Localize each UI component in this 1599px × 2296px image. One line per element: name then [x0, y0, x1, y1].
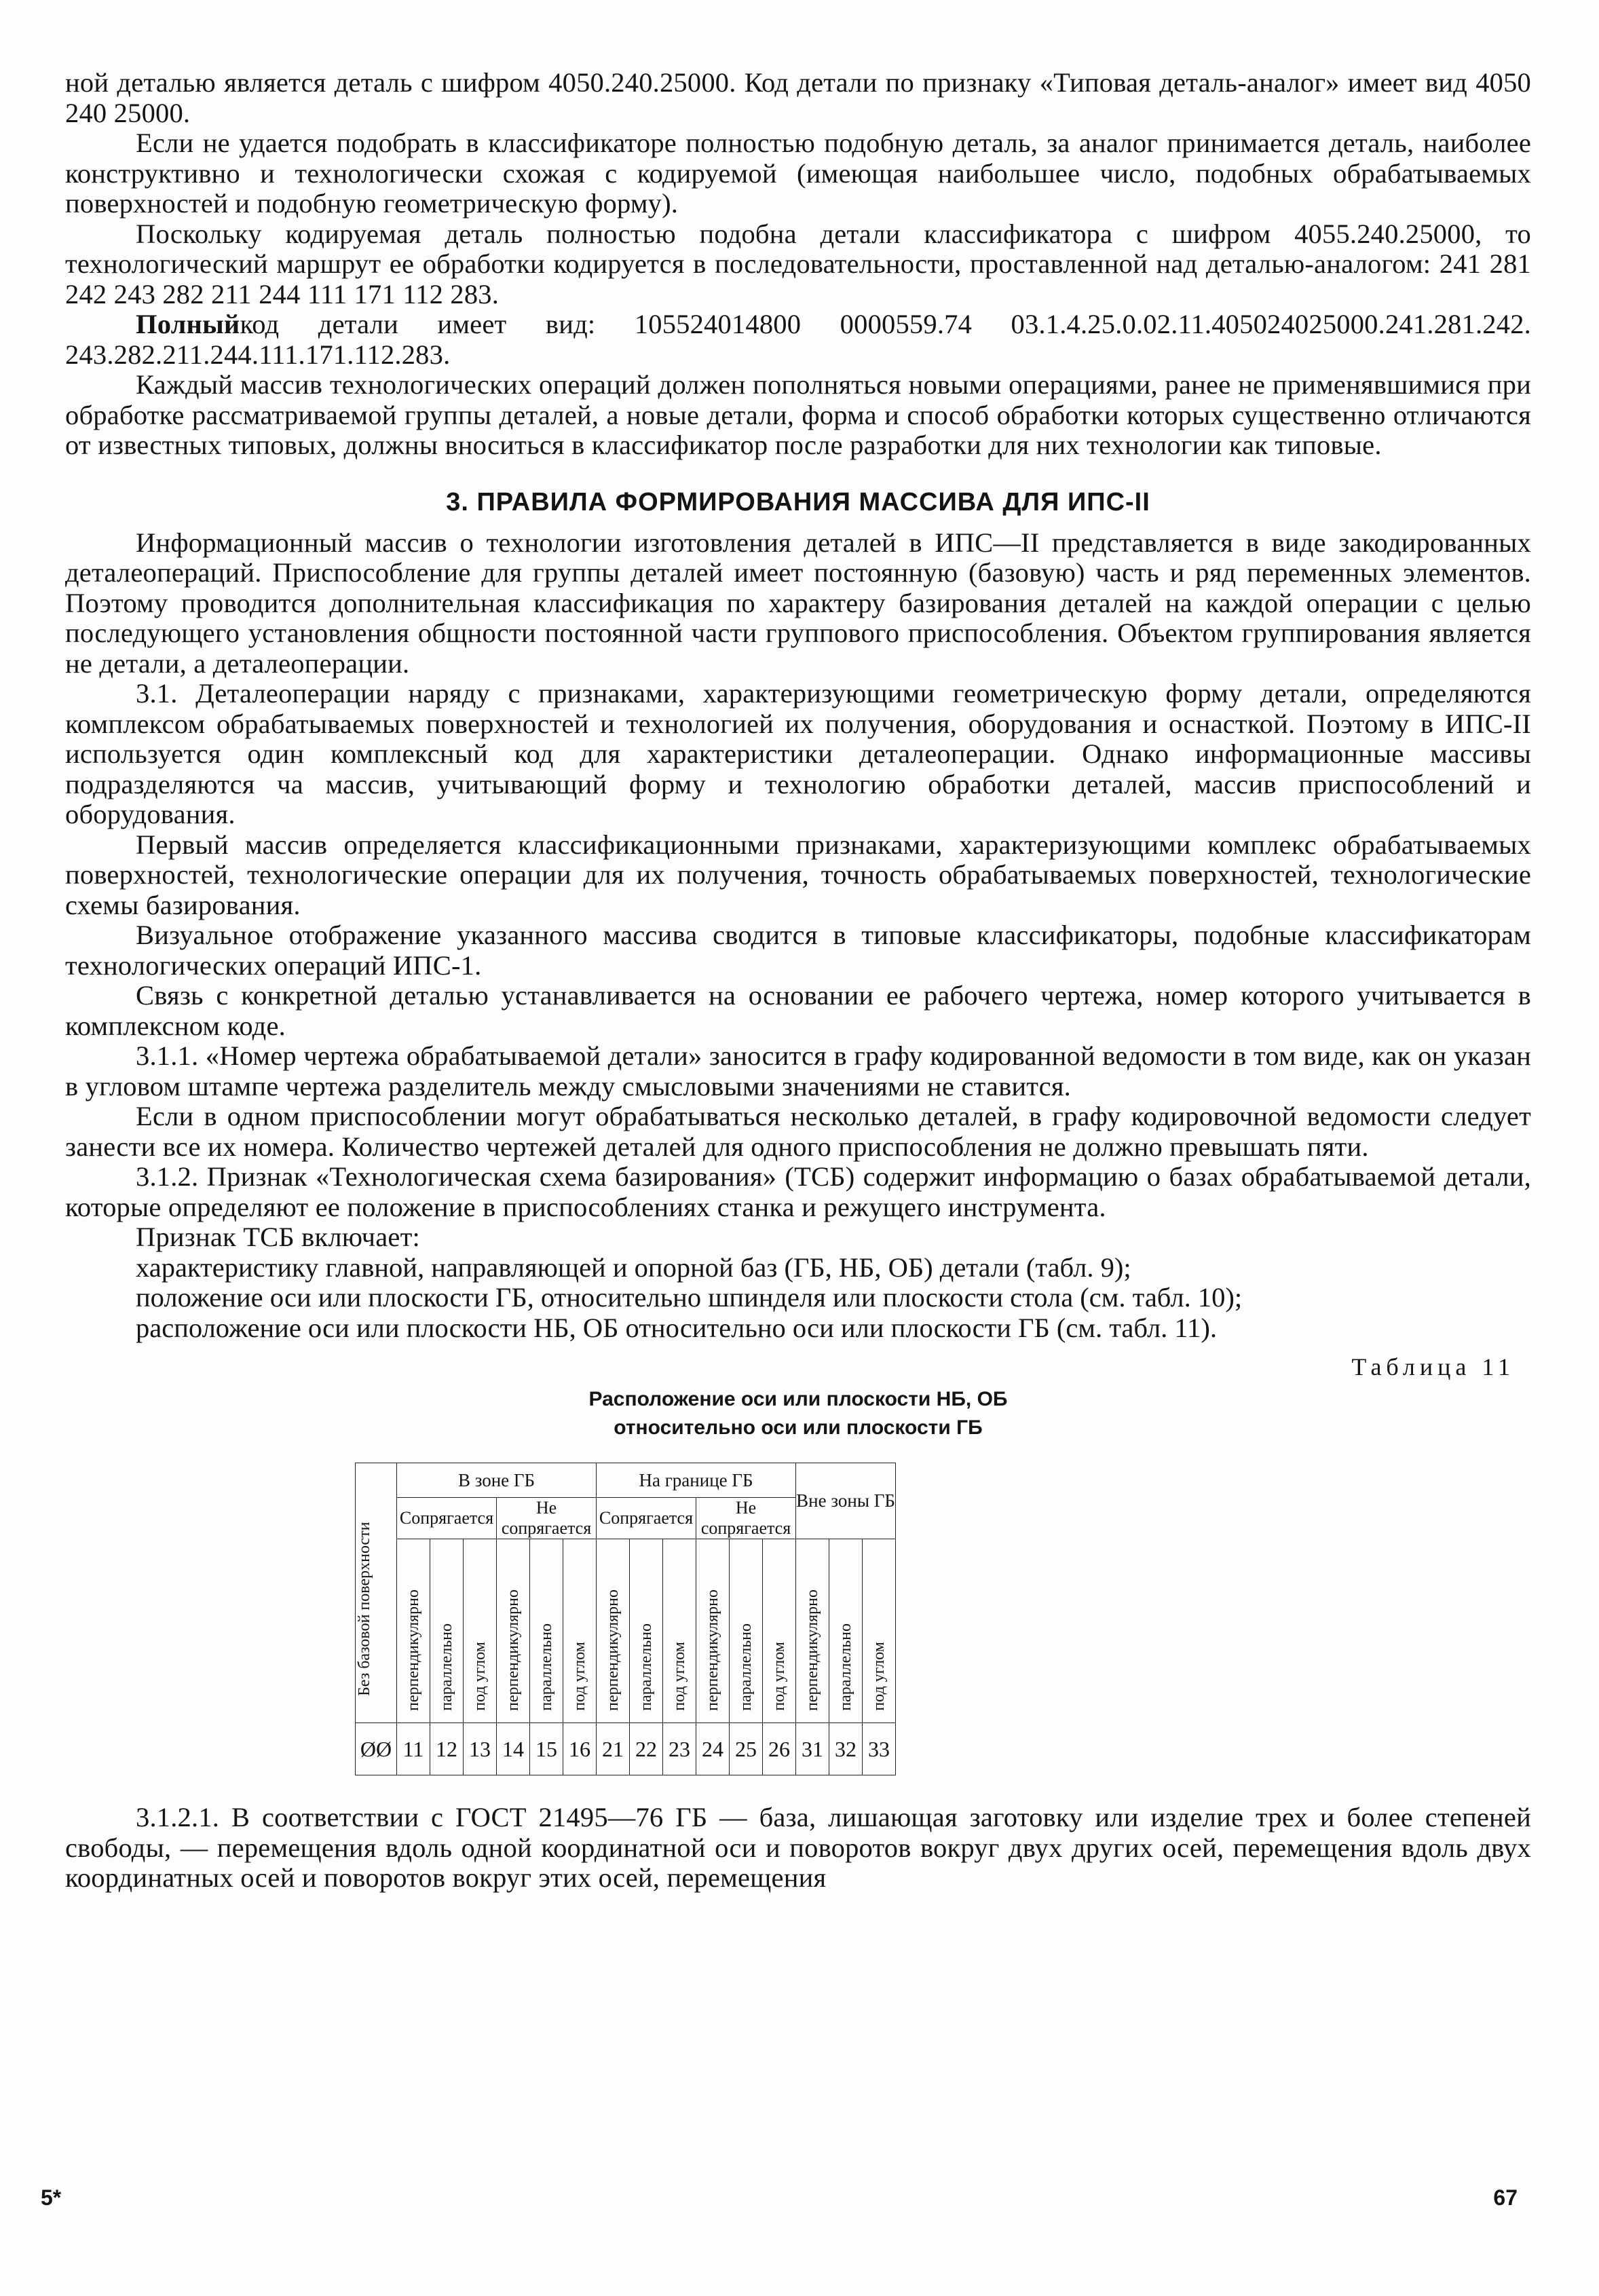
paragraph: Признак ТСБ включает:: [136, 1222, 420, 1252]
paragraph: Первый массив определяется классификационными признаками, характеризующими комплекс обрабатываемых поверхностей, технологические операции для их получения, точность обрабатываемых поверхностей, технологические схемы базирования.: [65, 829, 1531, 920]
code-cell: ØØ: [356, 1723, 397, 1775]
header-subgroup: Не сопрягается: [696, 1498, 796, 1539]
header-no-base-label: Без базовой поверхности: [356, 1522, 373, 1697]
orientation-label: под углом: [570, 1642, 588, 1711]
header-orientation: [530, 1539, 563, 1723]
header-orientation: [597, 1539, 630, 1723]
table-number: Таблица 11: [1351, 1353, 1515, 1380]
orientation-label: параллельно: [537, 1623, 555, 1711]
full-code-lead: Полный: [136, 309, 240, 339]
document-page: [65, 68, 1531, 1894]
paragraph: 3.1.2.1. В соответствии с ГОСТ 21495—76 ГБ — база, лишающая заготовку или изделие трех и более степеней свободы, — перемещения вдоль одной координатной оси и поворотов вокруг двух других осей, перемещения вдоль двух координатных осей и поворотов вокруг этих осей, перемещения: [65, 1802, 1531, 1893]
paragraph: Информационный массив о технологии изготовления деталей в ИПС—II представляется в виде закодированных деталеопераций. Приспособление для группы деталей имеет постоянную (базовую) часть и ряд переменных элементов. Поэтому проводится дополнительная классификация по характеру базирования деталей на каждой операции с целью последующего установления общности постоянной части группового приспособления. Объектом группирования является не детали, а деталеоперации.: [65, 527, 1531, 679]
code-cell: 13: [464, 1723, 497, 1775]
paragraph: 3.1. Деталеоперации наряду с признаками, характеризующими геометрическую форму детали, определяются комплексом обрабатываемых поверхностей и технологией их получения, оборудования и оснасткой. Поэтому в ИПС-II используется один комплексный код для характеристики деталеоперации. Однако информационные массивы подразделяются ча массив, учитывающий форму и технологию обработки деталей, массив приспособлений и оборудования.: [65, 678, 1531, 829]
table-title-line: относительно оси или плоскости ГБ: [614, 1416, 983, 1439]
orientation-label: перпендикулярно: [603, 1589, 622, 1711]
header-subgroup: Сопрягается: [397, 1498, 497, 1539]
signature-mark: 5*: [41, 2185, 62, 2210]
orientation-label: под углом: [470, 1642, 489, 1711]
code-cell: 14: [497, 1723, 530, 1775]
header-orientation: [696, 1539, 730, 1723]
code-cell: 23: [663, 1723, 696, 1775]
header-group: Вне зоны ГБ: [796, 1463, 896, 1539]
page-number: 67: [1493, 2185, 1518, 2210]
header-subgroup: Сопрягается: [597, 1498, 696, 1539]
orientation-label: параллельно: [437, 1623, 455, 1711]
orientation-label: под углом: [670, 1642, 688, 1711]
orientation-label: перпендикулярно: [803, 1589, 821, 1711]
header-group: В зоне ГБ: [397, 1463, 597, 1498]
orientation-label: параллельно: [836, 1623, 854, 1711]
header-orientation: [430, 1539, 464, 1723]
full-code-text: код детали имеет вид: 105524014800 0000559.74 03.1.4.25.0.02.11.405024025000.241.281.242. 243.282.211.244.111.171.112.283.: [65, 309, 1531, 370]
paragraph: ной деталью является деталь с шифром 4050.240.25000. Код детали по признаку «Типовая деталь-аналог» имеет вид 4050 240 25000.: [65, 67, 1531, 128]
header-orientation: [863, 1539, 896, 1723]
code-cell: 21: [597, 1723, 630, 1775]
table-title-line: Расположение оси или плоскости НБ, ОБ: [588, 1388, 1008, 1410]
full-code-paragraph: [65, 309, 1531, 370]
header-orientation: [730, 1539, 763, 1723]
paragraph: 3.1.1. «Номер чертежа обрабатываемой детали» заносится в графу кодированной ведомости в том виде, как он указан в угловом штампе чертежа разделитель между смысловыми значениями не ставится.: [65, 1040, 1531, 1102]
header-group: На границе ГБ: [597, 1463, 796, 1498]
code-cell: 32: [829, 1723, 863, 1775]
header-orientation: [563, 1539, 597, 1723]
list-item: положение оси или плоскости ГБ, относительно шпинделя или плоскости стола (см. табл. 10);: [136, 1282, 1243, 1313]
code-cell: 11: [397, 1723, 430, 1775]
paragraph: Визуальное отображение указанного массива сводится в типовые классификаторы, подобные классификаторам технологических операций ИПС-1.: [65, 920, 1531, 981]
header-no-base: [356, 1463, 397, 1723]
header-orientation: [663, 1539, 696, 1723]
header-orientation: [630, 1539, 663, 1723]
header-orientation: [829, 1539, 863, 1723]
orientation-label: перпендикулярно: [504, 1589, 522, 1711]
paragraph: 3.1.2. Признак «Технологическая схема базирования» (ТСБ) содержит информацию о базах обрабатываемой детали, которые определяют ее положение в приспособлениях станка и режущего инструмента.: [65, 1161, 1531, 1222]
orientation-label: перпендикулярно: [703, 1589, 721, 1711]
paragraph: Если в одном приспособлении могут обрабатываться несколько деталей, в графу кодировочной ведомости следует занести все их номера. Количество чертежей деталей для одного приспособления не должно превышать пяти.: [65, 1101, 1531, 1162]
table-title: [65, 1385, 1531, 1442]
header-orientation: [796, 1539, 829, 1723]
orientation-label: под углом: [770, 1642, 788, 1711]
positions-table: [355, 1463, 896, 1775]
paragraph: Каждый массив технологических операций должен пополняться новыми операциями, ранее не применявшимися при обработке рассматриваемой группы деталей, а новые детали, форма и способ обработки которых существенно отличаются от известных типовых, должны вноситься в классификатор после разработки для них технологии как типовые.: [65, 369, 1531, 460]
list-item: характеристику главной, направляющей и опорной баз (ГБ, НБ, ОБ) детали (табл. 9);: [136, 1251, 1131, 1283]
orientation-label: под углом: [869, 1642, 888, 1711]
code-cell: 33: [863, 1723, 896, 1775]
code-cell: 24: [696, 1723, 730, 1775]
paragraph: Если не удается подобрать в классификаторе полностью подобную деталь, за аналог принимается деталь, наиболее конструктивно и технологически схожая с кодируемой (имеющая наибольшее число, подобных обрабатываемых поверхностей и подобную геометрическую форму).: [65, 128, 1531, 219]
code-cell: 16: [563, 1723, 597, 1775]
section-heading: 3. ПРАВИЛА ФОРМИРОВАНИЯ МАССИВА ДЛЯ ИПС-II: [446, 487, 1150, 516]
code-cell: 26: [763, 1723, 796, 1775]
code-cell: 22: [630, 1723, 663, 1775]
list-item: расположение оси или плоскости НБ, ОБ относительно оси или плоскости ГБ (см. табл. 11).: [136, 1312, 1218, 1343]
code-cell: 15: [530, 1723, 563, 1775]
header-orientation: [464, 1539, 497, 1723]
header-orientation: [397, 1539, 430, 1723]
code-cell: 25: [730, 1723, 763, 1775]
paragraph: Связь с конкретной деталью устанавливается на основании ее рабочего чертежа, номер которого учитывается в комплексном коде.: [65, 980, 1531, 1041]
code-cell: 31: [796, 1723, 829, 1775]
header-subgroup: Не сопрягается: [497, 1498, 597, 1539]
orientation-label: параллельно: [736, 1623, 755, 1711]
header-orientation: [763, 1539, 796, 1723]
orientation-label: параллельно: [637, 1623, 655, 1711]
paragraph: Поскольку кодируемая деталь полностью подобна детали классификатора с шифром 4055.240.25000, то технологический маршрут ее обработки кодируется в последовательности, проставленной над деталью-аналогом: 241 281 242 243 282 211 244 111 171 112 283.: [65, 218, 1531, 309]
code-cell: 12: [430, 1723, 464, 1775]
orientation-label: перпендикулярно: [404, 1589, 422, 1711]
header-orientation: [497, 1539, 530, 1723]
